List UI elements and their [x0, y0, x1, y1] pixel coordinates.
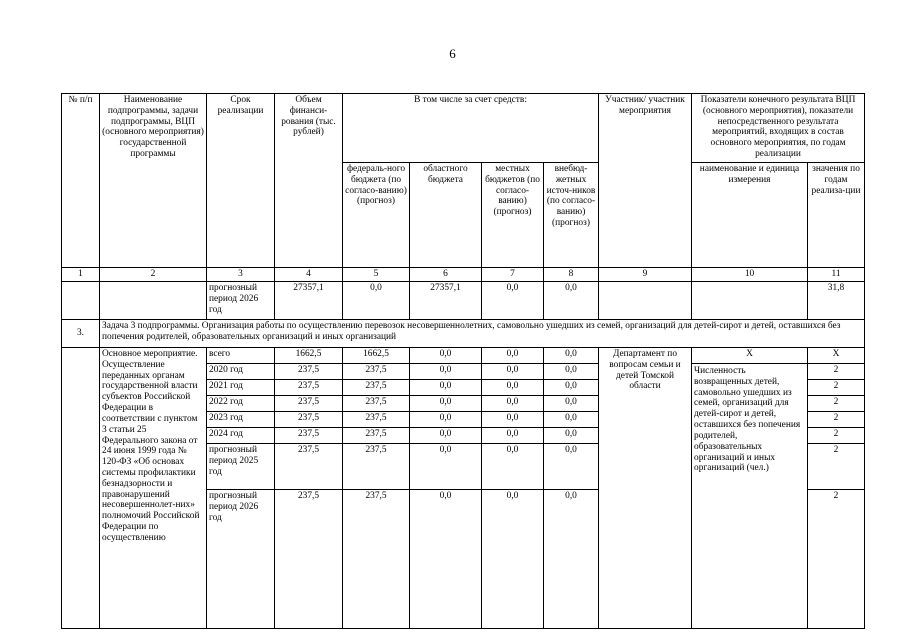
federal-cell: 237,5	[343, 490, 410, 629]
value-cell: 2	[808, 428, 865, 444]
regional-cell: 0,0	[410, 380, 482, 396]
header-funds-group: В том числе за счет средств:	[343, 94, 599, 163]
local-cell: 0,0	[482, 348, 544, 364]
extra-cell: 0,0	[544, 396, 599, 412]
total-cell: 1662,5	[275, 348, 343, 364]
federal-cell: 237,5	[343, 444, 410, 490]
column-number: 6	[410, 268, 482, 282]
local-cell: 0,0	[482, 282, 544, 320]
local-cell: 0,0	[482, 490, 544, 629]
total-cell: 27357,1	[275, 282, 343, 320]
regional-cell: 0,0	[410, 444, 482, 490]
period-cell: 2023 год	[207, 412, 275, 428]
federal-cell: 237,5	[343, 396, 410, 412]
header-name: Наименование подпрограммы, задачи подпрограммы, ВЦП (основного мероприятия) государственной программы	[100, 94, 207, 268]
period-cell: 2021 год	[207, 380, 275, 396]
header-total: Объем финанси-рования (тыс. рублей)	[275, 94, 343, 268]
extra-cell: 0,0	[544, 348, 599, 364]
regional-cell: 0,0	[410, 396, 482, 412]
period-cell: 2024 год	[207, 428, 275, 444]
column-number: 2	[100, 268, 207, 282]
total-cell: 237,5	[275, 380, 343, 396]
total-cell: 237,5	[275, 490, 343, 629]
regional-cell: 27357,1	[410, 282, 482, 320]
value-cell: 2	[808, 380, 865, 396]
main-event-name: Основное мероприятие. Осуществление переданных органам государственной власти субъектов Российской Федерации в соответствии с пунктом 3 статьи 25 Федерального закона от 24 июня 1999 года № 120-ФЗ «Об основах системы профилактики безнадзорности и правонарушений несовершеннолет-них» полномочий Российской Федерации по осуществлению	[100, 348, 207, 629]
column-number: 8	[544, 268, 599, 282]
federal-cell: 237,5	[343, 412, 410, 428]
period-cell: прогнозный период 2025 год	[207, 444, 275, 490]
period-cell: 2022 год	[207, 396, 275, 412]
header-participant: Участник/ участник мероприятия	[599, 94, 692, 268]
local-cell: 0,0	[482, 396, 544, 412]
extra-cell: 0,0	[544, 428, 599, 444]
indicator-name-cell: Численность возвращенных детей, самовольно ушедших из семей, организаций для детей-сирот и детей, оставшихся без попечения родителей, образовательных организаций и иных организаций (чел.)	[692, 364, 808, 629]
local-cell: 0,0	[482, 364, 544, 380]
extra-cell: 0,0	[544, 444, 599, 490]
federal-cell: 1662,5	[343, 348, 410, 364]
participant-cell: Департамент по вопросам семьи и детей Томской области	[599, 348, 692, 629]
local-cell: 0,0	[482, 444, 544, 490]
column-number: 1	[62, 268, 100, 282]
task-row	[62, 320, 865, 348]
table-row	[62, 282, 865, 320]
extra-cell: 0,0	[544, 380, 599, 396]
value-cell: 2	[808, 444, 865, 490]
column-number: 7	[482, 268, 544, 282]
federal-cell: 237,5	[343, 428, 410, 444]
header-local: местных бюджетов (по согласо-ванию) (прогноз)	[482, 163, 544, 268]
value-cell: 31,8	[808, 282, 865, 320]
extra-cell: 0,0	[544, 364, 599, 380]
regional-cell: 0,0	[410, 348, 482, 364]
regional-cell: 0,0	[410, 490, 482, 629]
extra-cell: 0,0	[544, 412, 599, 428]
column-number: 9	[599, 268, 692, 282]
table-row	[62, 348, 865, 364]
column-number: 11	[808, 268, 865, 282]
period-cell: прогнозный период 2026 год	[207, 282, 275, 320]
header-indicator-value: значения по годам реализа-ции	[808, 163, 865, 268]
value-cell: 2	[808, 490, 865, 629]
total-cell: 237,5	[275, 444, 343, 490]
local-cell: 0,0	[482, 412, 544, 428]
local-cell: 0,0	[482, 380, 544, 396]
header-regional: областного бюджета	[410, 163, 482, 268]
value-cell: 2	[808, 364, 865, 380]
federal-cell: 0,0	[343, 282, 410, 320]
federal-cell: 237,5	[343, 364, 410, 380]
column-number: 10	[692, 268, 808, 282]
header-federal: федераль-ного бюджета (по согласо-ванию) (прогноз)	[343, 163, 410, 268]
header-period: Срок реализации	[207, 94, 275, 268]
total-cell: 237,5	[275, 364, 343, 380]
value-cell: 2	[808, 412, 865, 428]
header-extra: внебюд-жетных источ-ников (по согласо-ванию) (прогноз)	[544, 163, 599, 268]
local-cell: 0,0	[482, 428, 544, 444]
column-number: 3	[207, 268, 275, 282]
period-cell: 2020 год	[207, 364, 275, 380]
task-number: 3.	[62, 320, 100, 348]
header-indicator-name: наименование и единица измерения	[692, 163, 808, 268]
period-cell: прогнозный период 2026 год	[207, 490, 275, 629]
column-number: 4	[275, 268, 343, 282]
value-header-cell: Х	[808, 348, 865, 364]
header-indicators-group: Показатели конечного результата ВЦП (основного мероприятия), показатели непосредственного результата мероприятий, входящих в состав основного мероприятия, по годам реализации	[692, 94, 865, 163]
period-cell: всего	[207, 348, 275, 364]
indicator-header-cell: Х	[692, 348, 808, 364]
total-cell: 237,5	[275, 428, 343, 444]
extra-cell: 0,0	[544, 490, 599, 629]
total-cell: 237,5	[275, 412, 343, 428]
header-number: № п/п	[62, 94, 100, 268]
financing-table	[61, 93, 865, 629]
federal-cell: 237,5	[343, 380, 410, 396]
regional-cell: 0,0	[410, 428, 482, 444]
task-text: Задача 3 подпрограммы. Организация работы по осуществлению перевозок несовершеннолетних, самовольно ушедших из семей, организаций для детей-сирот и детей, оставшихся без попечения родителей, образовательных организаций и иных организаций	[100, 320, 865, 348]
regional-cell: 0,0	[410, 364, 482, 380]
value-cell: 2	[808, 396, 865, 412]
total-cell: 237,5	[275, 396, 343, 412]
regional-cell: 0,0	[410, 412, 482, 428]
page-number: 6	[449, 46, 456, 61]
extra-cell: 0,0	[544, 282, 599, 320]
column-number: 5	[343, 268, 410, 282]
